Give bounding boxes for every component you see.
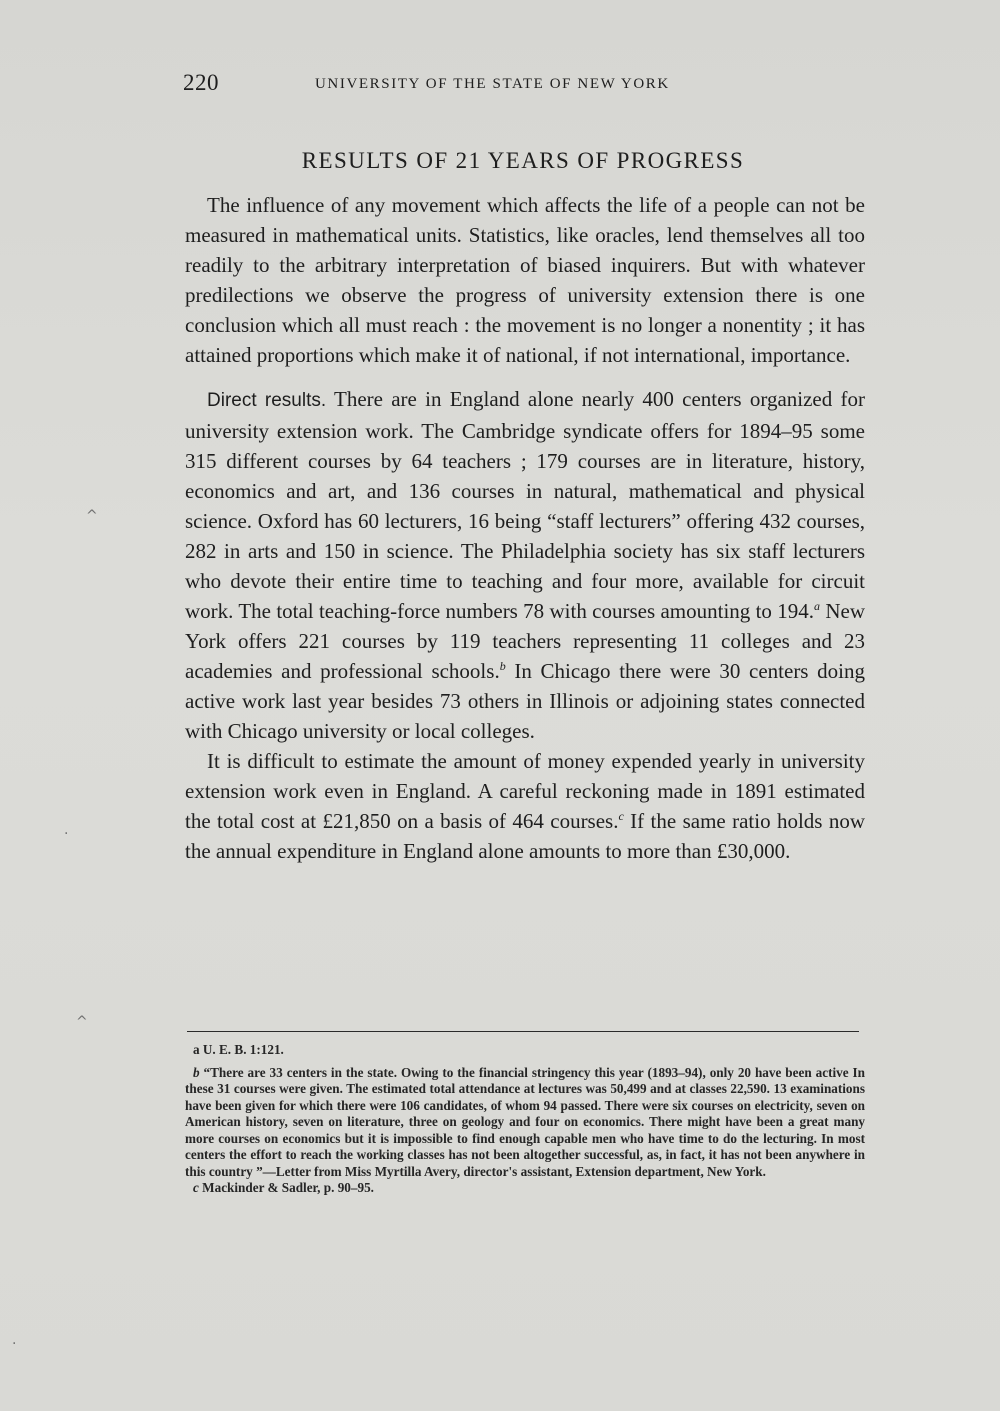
- footnote-b: [185, 1065, 865, 1181]
- footnote-a-text: U. E. B. 1:121.: [199, 1042, 284, 1057]
- page-header: [183, 70, 863, 104]
- margin-speck: ^: [76, 1014, 88, 1030]
- footnote-a: [185, 1042, 865, 1059]
- margin-speck: ·: [12, 1336, 17, 1352]
- page-number: 220: [183, 70, 219, 95]
- running-head: UNIVERSITY OF THE STATE OF NEW YORK: [315, 76, 670, 92]
- footnote-ref-c: c: [618, 809, 624, 823]
- direct-results-text-1: There are in England alone nearly 400 centers organized for university extension work. The Cambridge syndicate offers for 1894–95 some 315 different courses by 64 teachers ; 179 courses are in literature, history, economics and art, and 136 courses in natural, mathematical and physical science. Oxford has 60 lecturers, 16 being “staff lecturers” offering 432 courses, 282 in arts and 150 in science. The Philadelphia society has six staff lecturers who devote their entire time to teaching and four more, available for circuit work. The total teaching-force numbers 78 with courses amounting to 194.: [185, 387, 865, 623]
- side-heading-direct-results: Direct results.: [207, 390, 327, 411]
- body-text: [185, 190, 865, 866]
- expenditure-text-2: If the same ratio holds now the annual expenditure in England alone amounts to more than £30,000.: [185, 809, 865, 863]
- footnote-ref-a: a: [814, 599, 821, 613]
- paragraph-expenditure: [185, 746, 865, 866]
- paragraph-intro: The influence of any movement which affects the life of a people can not be measured in mathematical units. Statistics, like oracles, lend themselves all too readily to the arbitrary interpretation of biased inquirers. But with whatever predilections we observe the progress of university extension there is one conclusion which all must reach : the movement is no longer a nonentity ; it has attained proportions which make it of national, if not international, importance.: [185, 193, 865, 367]
- footnote-a-mark: a: [193, 1042, 200, 1057]
- margin-speck: ·: [64, 826, 69, 842]
- footnote-c-text: Mackinder & Sadler, p. 90–95.: [198, 1180, 374, 1195]
- footnote-rule: [187, 1031, 859, 1032]
- footnote-b-text: “There are 33 centers in the state. Owing to the financial stringency this year (1893–94), only 20 have been active In these 31 courses were given. The estimated total attendance at lectures was 50,499 and at classes 22,590. 13 examinations have been given for which there were 106 candidates, of whom 94 passed. There were six courses on electricity, seven on American history, seven on literature, three on geology and four on economics. There might have been a great many more courses on economics but it is impossible to find enough capable men who have time to do the lecturing. In most centers the effort to reach the working classes has not been altogether successful, as, in fact, it has not been anywhere in this country ”—Letter from Miss Myrtilla Avery, director's assistant, Extension department, New York.: [185, 1064, 865, 1179]
- footnote-ref-b: b: [499, 659, 506, 673]
- paragraph-direct-results: [185, 384, 865, 746]
- footnote-b-mark: b: [193, 1064, 200, 1080]
- footnotes: [185, 1042, 865, 1197]
- margin-speck: ^: [86, 508, 98, 524]
- section-title: RESULTS OF 21 YEARS OF PROGRESS: [301, 148, 745, 173]
- expenditure-text-1: It is difficult to estimate the amount of money expended yearly in university extension work even in England. A careful reckoning made in 1891 estimated the total cost at £21,850 on a basis of 464 courses.: [185, 749, 865, 833]
- footnote-c: [185, 1180, 865, 1197]
- direct-results-text-2: New York offers 221 courses by 119 teachers representing 11 colleges and 23 academies and professional schools.: [185, 599, 865, 683]
- direct-results-text-3: In Chicago there were 30 centers doing active work last year besides 73 others in Illinois or adjoining states connected with Chicago university or local colleges.: [185, 659, 865, 743]
- footnote-c-mark: c: [193, 1180, 199, 1195]
